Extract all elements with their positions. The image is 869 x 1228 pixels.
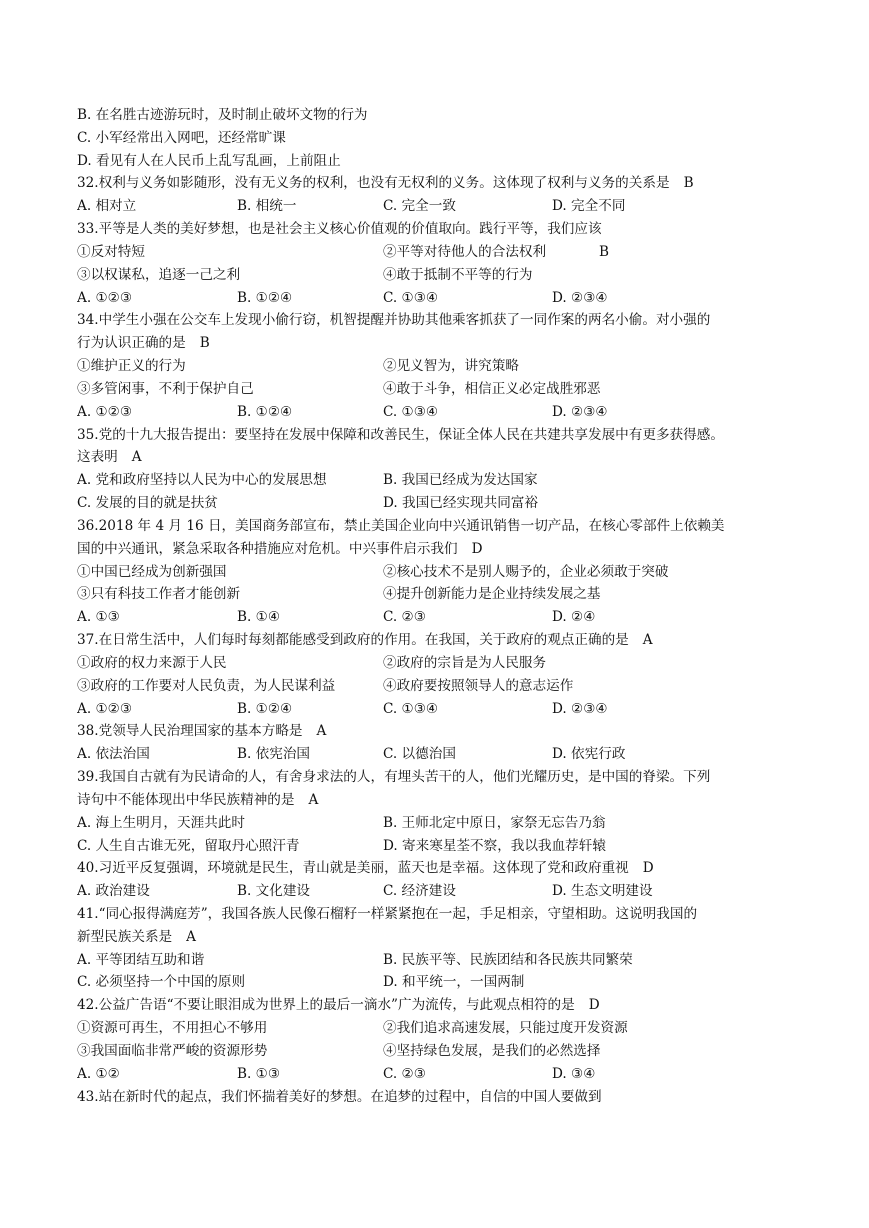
question-text: 34.中学生小强在公交车上发现小偷行窃，机智提醒并协助其他乘客抓获了一同作案的两名小偷。对小强的 (77, 312, 711, 329)
options-row (77, 1040, 827, 1063)
option-cell: ②见义智为，讲究策略 (383, 358, 519, 375)
option-cell: C. ①③④ (383, 403, 439, 420)
question-text: 32.权利与义务如影随形，没有无义务的权利，也没有无权利的义务。这体现了权利与义务的关系是 (77, 175, 670, 192)
option-cell: A. ①② (77, 1065, 120, 1082)
question-text: 43.站在新时代的起点，我们怀揣着美好的梦想。在追梦的过程中，自信的中国人要做到 (77, 1088, 602, 1105)
option-cell: D. ③④ (552, 1065, 596, 1082)
options-row (77, 469, 827, 492)
option-cell: A. 相对立 (77, 198, 137, 215)
question-text: 42.公益广告语“不要让眼泪成为世界上的最后一滴水”广为流传，与此观点相符的是 (77, 997, 575, 1014)
question-text: 新型民族关系是 (77, 928, 173, 945)
question-line (77, 515, 827, 538)
options-row (77, 835, 827, 858)
option-cell: ②平等对待他人的合法权利 (383, 243, 547, 260)
options-row (77, 355, 827, 378)
options-row (77, 1063, 827, 1086)
answer-key: A (316, 723, 327, 740)
question-line (77, 903, 827, 926)
options-row (77, 675, 827, 698)
options-row (77, 401, 827, 424)
option-cell: B. ①③ (237, 1065, 281, 1082)
option-cell: B. 民族平等、民族团结和各民族共同繁荣 (383, 951, 633, 968)
option-cell: D. 依宪行政 (552, 746, 626, 763)
question-line (77, 424, 827, 447)
option-cell: ③多管闲事，不利于保护自己 (77, 380, 254, 397)
answer-key: A (642, 632, 653, 649)
option-cell: D. ②③④ (552, 403, 608, 420)
option-cell: A. 政治建设 (77, 883, 150, 900)
answer-key: A (308, 791, 319, 808)
option-cell: ④敢于抵制不平等的行为 (383, 266, 533, 283)
option-cell: C. 人生自古谁无死，留取丹心照汗青 (77, 837, 300, 854)
options-row (77, 1017, 827, 1040)
question-text: 38.党领导人民治理国家的基本方略是 (77, 723, 303, 740)
option-cell: A. 依法治国 (77, 746, 150, 763)
options-row (77, 241, 827, 264)
options-row (77, 583, 827, 606)
answer-key: A (186, 928, 196, 945)
option-cell: D. ②③④ (552, 700, 608, 717)
question-text: 这表明 (77, 449, 118, 466)
option-cell: D. 生态文明建设 (552, 883, 653, 900)
option-cell: C. 发展的目的就是扶贫 (77, 495, 218, 512)
question-line (77, 538, 827, 561)
options-row (77, 812, 827, 835)
option-cell: ①维护正义的行为 (77, 358, 186, 375)
question-line (77, 218, 827, 241)
options-row (77, 264, 827, 287)
option-cell: ②我们追求高速发展，只能过度开发资源 (383, 1020, 628, 1037)
question-text: 37.在日常生活中，人们每时每刻都能感受到政府的作用。在我国，关于政府的观点正确的是 (77, 632, 629, 649)
option-cell: ①反对特短 (77, 243, 145, 260)
option-cell: C. 必须坚持一个中国的原则 (77, 974, 246, 991)
option-cell: B. 王师北定中原日，家祭无忘告乃翁 (383, 814, 606, 831)
option-cell: ②核心技术不是别人赐予的，企业必须敢于突破 (383, 563, 669, 580)
options-row (77, 195, 827, 218)
question-line (77, 720, 827, 743)
options-row (77, 743, 827, 766)
option-cell: C. ①③④ (383, 700, 439, 717)
option-cell: B. 文化建设 (237, 883, 311, 900)
answer-key: D (642, 860, 654, 877)
option-cell: B. 相统一 (237, 198, 297, 215)
option-cell: ④敢于斗争，相信正义必定战胜邪恶 (383, 380, 601, 397)
question-text: 国的中兴通讯，紧急采取各种措施应对危机。中兴事件启示我们 (77, 540, 458, 557)
option-cell: C. 完全一致 (383, 198, 456, 215)
options-row (77, 561, 827, 584)
options-row (77, 492, 827, 515)
option-cell: ③只有科技工作者才能创新 (77, 586, 241, 603)
option-cell: A. 党和政府坚持以人民为中心的发展思想 (77, 472, 327, 489)
option-cell: B. 依宪治国 (237, 746, 311, 763)
options-row (77, 971, 827, 994)
option-cell: ④政府要按照领导人的意志运作 (383, 677, 574, 694)
option-cell: ③以权谋私，追逐一己之利 (77, 266, 241, 283)
option-cell: A. 海上生明月，天涯共此时 (77, 814, 245, 831)
options-row (77, 652, 827, 675)
option-text: D. 看见有人在人民币上乱写乱画，上前阻止 (77, 152, 341, 169)
option-cell: C. ①③④ (383, 289, 439, 306)
option-text: C. 小军经常出入网吧，还经常旷课 (77, 129, 286, 146)
option-text: B. 在名胜古迹游玩时，及时制止破坏文物的行为 (77, 107, 368, 123)
question-line (77, 629, 827, 652)
option-cell: C. 以德治国 (383, 746, 456, 763)
question-text: 行为认识正确的是 (77, 335, 186, 352)
options-row (77, 949, 827, 972)
option-cell: D. ②④ (552, 609, 596, 626)
option-cell: A. ①②③ (77, 403, 133, 420)
question-line (77, 789, 827, 812)
option-cell: A. ①②③ (77, 700, 133, 717)
option-cell: A. 平等团结互助和谐 (77, 951, 205, 968)
option-cell: ②政府的宗旨是为人民服务 (383, 654, 547, 671)
options-row (77, 698, 827, 721)
option-cell: ①资源可再生，不用担心不够用 (77, 1020, 268, 1037)
option-cell: C. 经济建设 (383, 883, 456, 900)
option-cell: ③我国面临非常严峻的资源形势 (77, 1042, 268, 1059)
question-list (77, 104, 827, 1108)
option-cell: B. ①④ (237, 609, 281, 626)
options-row (77, 880, 827, 903)
option-cell: ①政府的权力来源于人民 (77, 654, 227, 671)
option-cell: ①中国已经成为创新强国 (77, 563, 227, 580)
option-cell: A. ①③ (77, 609, 120, 626)
question-line (77, 309, 827, 332)
option-cell: D. 和平统一，一国两制 (383, 974, 525, 991)
option-cell: ④提升创新能力是企业持续发展之基 (383, 586, 601, 603)
option-cell: D. 完全不同 (552, 198, 626, 215)
option-cell: ④坚持绿色发展，是我们的必然选择 (383, 1042, 601, 1059)
option-cell: B. ①②④ (237, 403, 293, 420)
option-cell: C. ②③ (383, 1065, 426, 1082)
question-line (77, 332, 827, 355)
question-text: 41.“同心报得满庭芳”，我国各族人民像石榴籽一样紧紧抱在一起，手足相亲，守望相助。这说明我国的 (77, 905, 698, 922)
question-text: 39.我国自古就有为民请命的人，有舍身求法的人，有埋头苦干的人，他们光耀历史，是中国的脊梁。下列 (77, 769, 711, 786)
option-line (77, 150, 827, 173)
option-cell: B. ①②④ (237, 289, 293, 306)
option-cell: D. 寄来寒星荃不察，我以我血荐轩辕 (383, 837, 606, 854)
question-line (77, 857, 827, 880)
question-line (77, 172, 827, 195)
option-cell: D. 我国已经实现共同富裕 (383, 495, 538, 512)
option-cell: D. ②③④ (552, 289, 608, 306)
question-text: 40.习近平反复强调，环境就是民生，青山就是美丽，蓝天也是幸福。这体现了党和政府重视 (77, 860, 629, 877)
answer-key: B (599, 243, 609, 260)
answer-key: D (588, 997, 600, 1014)
answer-key: B (683, 175, 694, 192)
question-line (77, 766, 827, 789)
question-text: 33.平等是人类的美好梦想，也是社会主义核心价值观的价值取向。践行平等，我们应该 (77, 221, 602, 238)
option-cell: A. ①②③ (77, 289, 133, 306)
options-row (77, 378, 827, 401)
answer-key: A (131, 449, 142, 466)
option-cell: B. 我国已经成为发达国家 (383, 472, 538, 489)
question-line (77, 1086, 827, 1109)
question-text: 36.2018 年 4 月 16 日，美国商务部宣布，禁止美国企业向中兴通讯销售一切产品，在核心零部件上依赖美 (77, 517, 725, 534)
question-line (77, 446, 827, 469)
options-row (77, 287, 827, 310)
option-line (77, 127, 827, 150)
question-line (77, 926, 827, 949)
option-cell: B. ①②④ (237, 700, 293, 717)
options-row (77, 606, 827, 629)
question-line (77, 994, 827, 1017)
answer-key: D (471, 540, 483, 557)
option-cell: C. ②③ (383, 609, 426, 626)
answer-key: B (199, 335, 210, 352)
option-line (77, 104, 827, 127)
question-text: 35.党的十九大报告提出：要坚持在发展中保障和改善民生，保证全体人民在共建共享发展中有更多获得感。 (77, 426, 724, 443)
question-text: 诗句中不能体现出中华民族精神的是 (77, 791, 295, 808)
option-cell: ③政府的工作要对人民负责，为人民谋利益 (77, 677, 336, 694)
